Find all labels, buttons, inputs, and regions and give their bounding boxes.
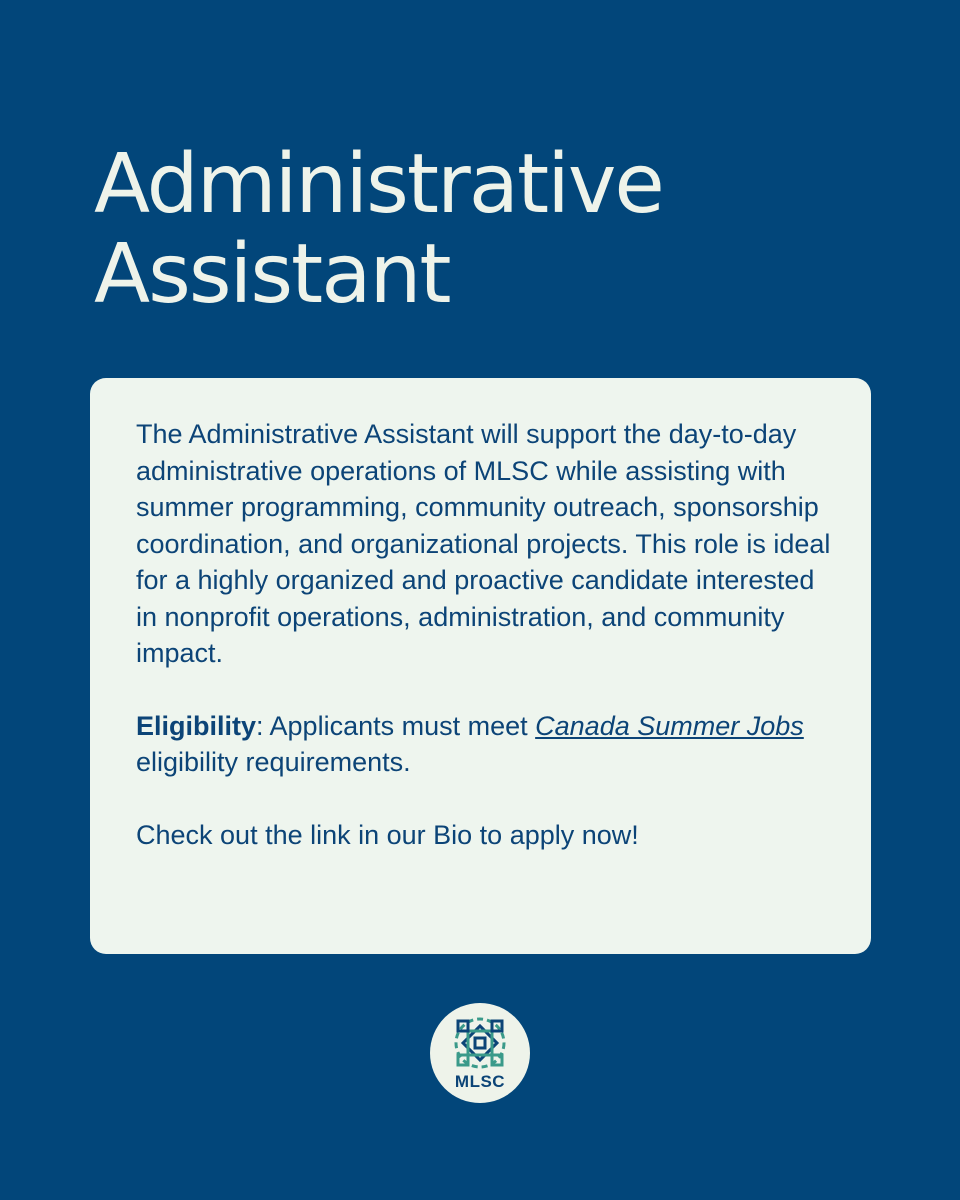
eligibility-label: Eligibility bbox=[136, 710, 257, 741]
spacer bbox=[136, 672, 831, 708]
geometric-star-pattern-icon bbox=[450, 1013, 510, 1073]
job-title-line-2: Assistant bbox=[94, 227, 450, 322]
job-title-line-1: Administrative bbox=[94, 137, 663, 232]
description-card bbox=[90, 378, 871, 954]
spacer bbox=[136, 781, 831, 817]
mlsc-logo bbox=[430, 1003, 530, 1103]
eligibility-paragraph bbox=[136, 708, 831, 781]
call-to-action: Check out the link in our Bio to apply now! bbox=[136, 819, 639, 850]
canada-summer-jobs-link[interactable]: Canada Summer Jobs bbox=[535, 710, 804, 741]
job-title bbox=[94, 137, 663, 322]
logo-text: MLSC bbox=[454, 1072, 506, 1091]
job-description: The Administrative Assistant will support the day-to-day administrative operations of MLSC while assisting with summer programming, community outreach, sponsorship coordination, and organizational projects. This role is ideal for a highly organized and proactive candidate interested in nonprofit operations, administration, and community impact. bbox=[136, 419, 831, 668]
eligibility-text-before: : Applicants must meet bbox=[256, 710, 536, 741]
eligibility-text-after: eligibility requirements. bbox=[136, 747, 411, 777]
